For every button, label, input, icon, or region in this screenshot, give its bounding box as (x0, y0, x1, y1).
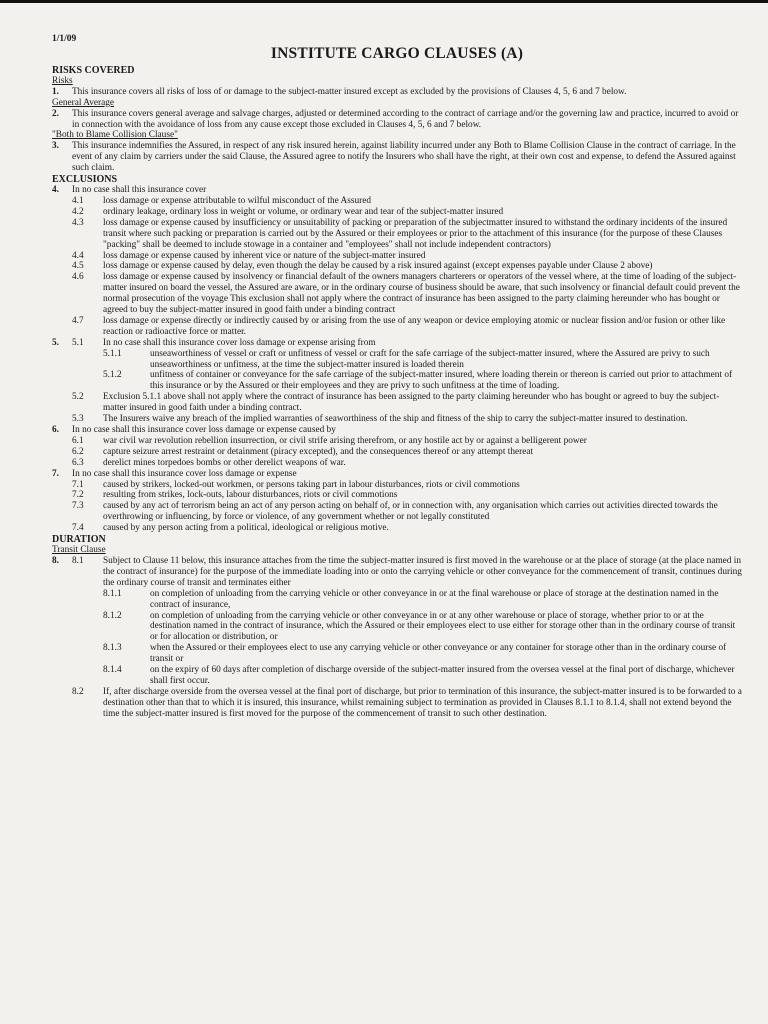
clause-number: 7.1 (72, 479, 84, 490)
clause-number: 6. (52, 425, 59, 435)
clause-2 (52, 109, 742, 131)
clause-number: 4.2 (72, 206, 84, 217)
clause-6-2 (52, 447, 742, 458)
clause-text: In no case shall this insurance cover (72, 185, 207, 196)
clause-7-3 (52, 501, 742, 523)
clause-number: 4.4 (72, 250, 84, 261)
clause-8-1 (52, 556, 742, 589)
clause-8-1-4 (52, 665, 742, 687)
clause-subnumber: 8.1 (72, 555, 84, 566)
clause-number: 2. (52, 108, 59, 119)
clause-5-1-1 (52, 349, 742, 371)
clause-number: 7. (52, 468, 59, 479)
clause-number: 5.2 (72, 392, 84, 403)
clause-number: 7.2 (72, 490, 84, 501)
clause-number: 7.3 (72, 501, 84, 512)
clause-text: If, after discharge overside from the oversea vessel at the final port of discharge, but prior to termination of this insurance, the subject-matter insured is to be forwarded to a destination other than that to which it is insured, this insurance, whilst remaining subject to termination as provided in Clauses 8.1.1 to 8.1.4, shall not extend beyond the time the subject-matter insured is first moved for the purpose of the commencement of transit to such other destination. (103, 686, 742, 719)
clause-7 (52, 469, 742, 480)
document-page (52, 34, 742, 720)
clause-4-4 (52, 251, 742, 262)
subheading-both-to-blame: "Both to Blame Collision Clause" (52, 130, 178, 141)
clause-number: 4.6 (72, 272, 84, 283)
clause-text: resulting from strikes, lock-outs, labour disturbances, riots or civil commotions (103, 490, 398, 501)
clause-number: 6.3 (72, 457, 84, 468)
section-exclusions: EXCLUSIONS (52, 174, 118, 186)
clause-number: 8.1.2 (103, 610, 122, 621)
clause-number: 4.3 (72, 217, 84, 228)
clause-number: 8.2 (72, 686, 84, 697)
clause-text: This insurance covers general average and salvage charges, adjusted or determined according to the contract of carriage and/or the governing law and practice, incurred to avoid or in connection with the avoidance of loss from any cause except those excluded in Clauses 4, 5, 6 and 7 below. (72, 108, 739, 130)
clause-6-1 (52, 436, 742, 447)
clause-number: 4. (52, 185, 59, 196)
subheading-general-average: General Average (52, 97, 115, 108)
clause-text: caused by any person acting from a political, ideological or religious motive. (103, 523, 389, 534)
clause-7-2 (52, 490, 742, 501)
clause-number: 1. (52, 86, 59, 97)
clause-4-3 (52, 218, 742, 251)
clause-4-1 (52, 196, 742, 207)
clause-7-4 (52, 523, 742, 534)
clause-number: 4.1 (72, 195, 84, 206)
clause-text: In no case shall this insurance cover loss damage or expense (72, 468, 297, 479)
clause-6-3 (52, 458, 742, 469)
clause-text: loss damage or expense caused by delay, even though the delay be caused by a risk insured against (except expenses payable under Clause 2 above) (103, 261, 653, 272)
clause-text: In no case shall this insurance cover loss damage or expense caused by (72, 425, 336, 435)
clause-text: ordinary leakage, ordinary loss in weight or volume, or ordinary wear and tear of the subject-matter insured (103, 206, 504, 217)
clause-text: Subject to Clause 11 below, this insurance attaches from the time the subject-matter insured is first moved in the warehouse or at the place of storage (at the place named in the contract of insurance) for the purpose of the immediate loading into or onto the carrying vehicle or other conveyance for the commencement of transit, continues during the ordinary course of transit and terminates either (103, 555, 742, 588)
section-duration: DURATION (52, 534, 106, 546)
clause-number: 8.1.4 (103, 665, 122, 676)
clause-text: war civil war revolution rebellion insurrection, or civil strife arising therefrom, or any hostile act by or against a belligerent power (103, 435, 587, 446)
clause-text: loss damage or expense caused by insufficiency or unsuitability of packing or preparation of the subjectmatter insured to withstand the ordinary incidents of the insured transit where such packing or preparation is carried out by the Assured or their employees or prior to the attachment of this insurance (for the purpose of these Clauses "packing" shall be deemed to include stowage in a container and "employees" shall not include independent contractors) (103, 217, 728, 250)
clause-text: loss damage or expense attributable to wilful misconduct of the Assured (103, 195, 371, 206)
section-risks-covered: RISKS COVERED (52, 64, 135, 76)
clause-number: 6.2 (72, 446, 84, 457)
clause-text: on the expiry of 60 days after completion of discharge overside of the subject-matter insured from the oversea vessel at the final port of discharge, whichever shall first occur. (150, 665, 735, 686)
clause-text: loss damage or expense caused by insolvency or financial default of the owners managers charterers or operators of the vessel where, at the time of loading of the subject-matter insured on board the vessel, the Assured are aware, or in the ordinary course of business should be aware, that such insolvency or financial default could prevent the normal prosecution of the voyage This exclusion shall not apply where the contract of insurance has been assigned to the party claiming hereunder who has bought or agreed to buy the subject-matter insured in good faith under a binding contract (103, 272, 740, 316)
clause-text: loss damage or expense directly or indirectly caused by or arising from the use of any weapon or device employing atomic or nuclear fission and/or fusion or other like reaction or radioactive force or matter. (103, 315, 726, 337)
clause-8-1-1 (52, 589, 742, 611)
clause-4 (52, 185, 742, 196)
clause-number: 8. (52, 555, 59, 566)
clause-5-2 (52, 392, 742, 414)
clause-number: 3. (52, 141, 59, 152)
clause-number: 5.3 (72, 414, 84, 425)
clause-5-1 (52, 338, 742, 349)
clause-4-2 (52, 207, 742, 218)
clause-text: on completion of unloading from the carrying vehicle or other conveyance in or at any other warehouse or place of storage, whether prior to or at the destination named in the contract of insurance, which the Assured or their employees elect to use either for storage other than in the ordinary course of transit or for allocation or distribution, or (150, 610, 736, 643)
clause-text: on completion of unloading from the carrying vehicle or other conveyance in or at the final warehouse or place of storage at the destination named in the contract of insurance, (150, 588, 719, 610)
clause-text: In no case shall this insurance cover loss damage or expense arising from (103, 337, 376, 348)
subheading-risks: Risks (52, 75, 73, 86)
clause-text: unfitness of container or conveyance for the safe carriage of the subject-matter insured, where loading therein or thereon is carried out prior to attachment of this insurance or by the Assured or their employees and they are privy to such unfitness at the time of loading. (150, 370, 733, 392)
clause-number: 5.1.1 (103, 348, 122, 359)
clause-text: derelict mines torpedoes bombs or other derelict weapons of war. (103, 457, 346, 468)
clause-number: 4.7 (72, 315, 84, 326)
clause-number: 4.5 (72, 261, 84, 272)
clause-5-1-2 (52, 370, 742, 392)
clause-4-6 (52, 272, 742, 316)
document-date: 1/1/09 (52, 34, 77, 44)
clause-text: This insurance indemnifies the Assured, in respect of any risk insured herein, against liability incurred under any Both to Blame Collision Clause in the contract of carriage. In the event of any claim by carriers under the said Clause, the Assured agree to notify the Insurers who shall have the right, at their own cost and expense, to defend the Assured against such claim. (72, 141, 736, 174)
clause-number: 5. (52, 337, 59, 348)
clause-6 (52, 425, 742, 436)
clause-text: The Insurers waive any breach of the implied warranties of seaworthiness of the ship and fitness of the ship to carry the subject-matter insured to destination. (103, 414, 688, 425)
clause-5-3 (52, 414, 742, 425)
clause-8-1-3 (52, 643, 742, 665)
clause-number: 7.4 (72, 523, 84, 534)
clause-8-1-2 (52, 611, 742, 644)
clause-7-1 (52, 480, 742, 491)
scan-edge-bar (0, 0, 768, 3)
clause-subnumber: 5.1 (72, 337, 84, 348)
document-title: INSTITUTE CARGO CLAUSES (A) (270, 44, 524, 62)
clause-text: when the Assured or their employees elect to use any carrying vehicle or other conveyance or any container for storage other than in the ordinary course of transit or (150, 643, 727, 665)
clause-text: capture seizure arrest restraint or detainment (piracy excepted), and the consequences thereof or any attempt thereat (103, 446, 534, 457)
clause-text: unseaworthiness of vessel or craft or unfitness of vessel or craft for the safe carriage of the subject-matter insured, where the Assured are privy to such unseaworthiness or unfitness, at the time the subject-matter insured is loaded therein (150, 348, 710, 370)
clause-3 (52, 141, 742, 174)
clause-text: Exclusion 5.1.1 above shall not apply where the contract of insurance has been assigned to the party claiming hereunder who has bought or agreed to buy the subject-matter insured in good faith under a binding contract. (103, 392, 720, 414)
clause-8-2 (52, 687, 742, 720)
clause-4-5 (52, 261, 742, 272)
clause-text: loss damage or expense caused by inherent vice or nature of the subject-matter insured (103, 250, 426, 261)
clause-number: 8.1.3 (103, 643, 122, 654)
clause-1 (52, 87, 742, 98)
clause-text: caused by any act of terrorism being an act of any person acting on behalf of, or in connection with, any organisation which carries out activities directed towards the overthrowing or influencing, by force or violence, of any government whether or not legally constituted (103, 501, 718, 523)
clause-text: This insurance covers all risks of loss of or damage to the subject-matter insured except as excluded by the provisions of Clauses 4, 5, 6 and 7 below. (72, 86, 627, 97)
clause-number: 5.1.2 (103, 370, 122, 381)
clause-number: 6.1 (72, 435, 84, 446)
clause-4-7 (52, 316, 742, 338)
clause-text: caused by strikers, locked-out workmen, or persons taking part in labour disturbances, riots or civil commotions (103, 479, 520, 490)
clause-number: 8.1.1 (103, 588, 122, 599)
subheading-transit-clause: Transit Clause (52, 545, 106, 556)
